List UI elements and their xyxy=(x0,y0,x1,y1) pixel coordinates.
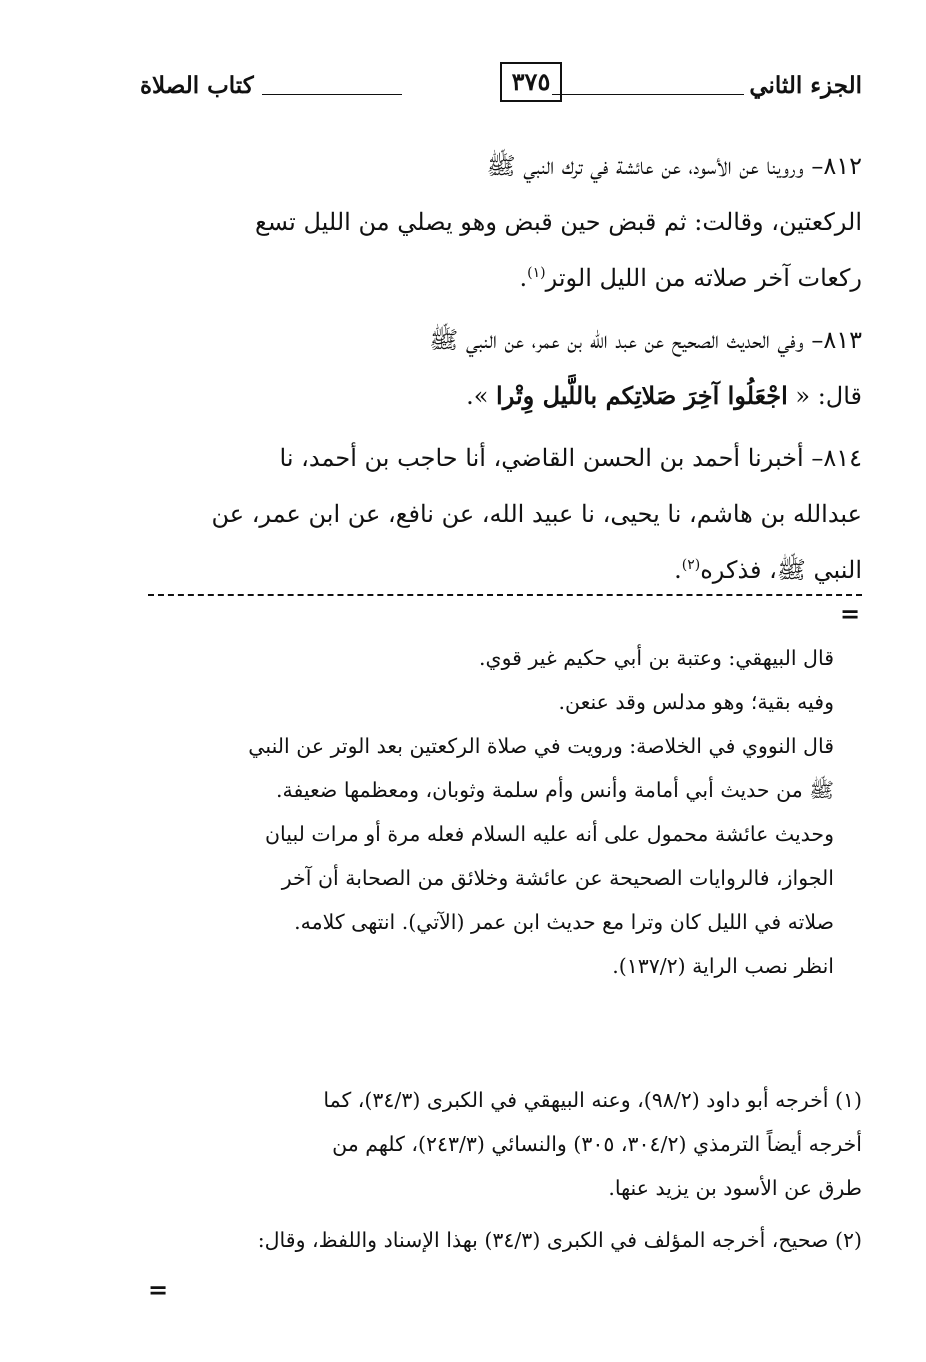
hadith-812-line-2: الركعتين، وقالت: ثم قبض حين قبض وهو يصلي من الليل تسع xyxy=(254,208,862,236)
hadith-813-prophetic-text: اجْعَلُوا آخِرَ صَلاتِكم باللَّيل وِتْرا xyxy=(496,381,788,410)
chapter-title: كتاب الصلاة xyxy=(140,72,254,99)
note-line: صلاته في الليل كان وترا مع حديث ابن عمر (الآتي). انتهى كلامه. xyxy=(294,910,834,934)
hadith-813-quote-open: قال: « xyxy=(787,382,862,410)
hadith-814-end: . xyxy=(674,556,682,584)
main-text xyxy=(148,138,862,598)
continuation-mark: = xyxy=(840,599,861,628)
continued-footnote xyxy=(148,636,834,988)
hadith-814-line-3: النبي ﷺ، فذكره xyxy=(700,556,862,584)
note-line: قال النووي في الخلاصة: ورويت في صلاة الركعتين بعد الوتر عن النبي xyxy=(248,734,834,758)
note-line: انظر نصب الراية (١٣٧/٢). xyxy=(612,954,834,978)
footnote-1-line-3: طرق عن الأسود بن يزيد عنها. xyxy=(608,1176,862,1200)
footnote-1-line-1: (١) أخرجه أبو داود (٩٨/٢)، وعنه البيهقي في الكبرى (٣٤/٣)، كما xyxy=(323,1088,862,1112)
note-line: وحديث عائشة محمول على أنه عليه السلام فعله مرة أو مرات لبيان xyxy=(264,822,834,846)
footnotes xyxy=(148,1078,862,1262)
footnote-separator xyxy=(148,594,862,596)
hadith-813 xyxy=(148,312,862,424)
running-header xyxy=(140,60,862,110)
hadith-812-line-1: ٨١٢– وروينا عن الأسود، عن عائشة في ترك النبي ﷺ xyxy=(486,152,862,180)
footnote-ref-2: (٢) xyxy=(681,557,701,573)
header-rule-right xyxy=(552,94,744,95)
hadith-813-line-1: ٨١٣– وفي الحديث الصحيح عن عبد الله بن عمر، عن النبي ﷺ xyxy=(429,326,862,354)
hadith-814-line-2: عبدالله بن هاشم، نا يحيى، نا عبيد الله، عن نافع، عن ابن عمر، عن xyxy=(211,500,862,528)
note-line: وفيه بقية؛ وهو مدلس وقد عنعن. xyxy=(558,690,834,714)
hadith-812-end: . xyxy=(519,264,528,292)
note-line: الجواز، فالروايات الصحيحة عن عائشة وخلائق من الصحابة أن آخر xyxy=(281,866,834,890)
hadith-812-line-3: ركعات آخر صلاته من الليل الوتر xyxy=(545,264,862,292)
footnote-1 xyxy=(148,1078,862,1210)
footnote-ref-1: (١) xyxy=(527,265,546,281)
header-rule-left xyxy=(262,94,402,95)
hadith-812 xyxy=(148,138,862,306)
footnote-2-line-1: (٢) صحيح، أخرجه المؤلف في الكبرى (٣٤/٣) بهذا الإسناد واللفظ، وقال: xyxy=(257,1228,862,1252)
footnote-1-line-2: أخرجه أيضاً الترمذي (٣٠٤/٢، ٣٠٥) والنسائي (٢٤٣/٣)، كلهم من xyxy=(332,1132,862,1156)
note-line: ﷺ من حديث أبي أمامة وأنس وأم سلمة وثوبان، ومعظمها ضعيفة. xyxy=(275,778,834,802)
end-continuation-mark: = xyxy=(148,1275,169,1304)
volume-title: الجزء الثاني xyxy=(749,72,862,99)
hadith-814 xyxy=(148,430,862,598)
hadith-814-line-1: ٨١٤– أخبرنا أحمد بن الحسن القاضي، أنا حاجب بن أحمد، نا xyxy=(279,444,862,472)
footnote-2 xyxy=(148,1218,862,1262)
hadith-813-quote-close: ». xyxy=(466,382,497,410)
page-number: ٣٧٥ xyxy=(500,62,562,102)
note-line: قال البيهقي: وعتبة بن أبي حكيم غير قوي. xyxy=(479,646,834,670)
